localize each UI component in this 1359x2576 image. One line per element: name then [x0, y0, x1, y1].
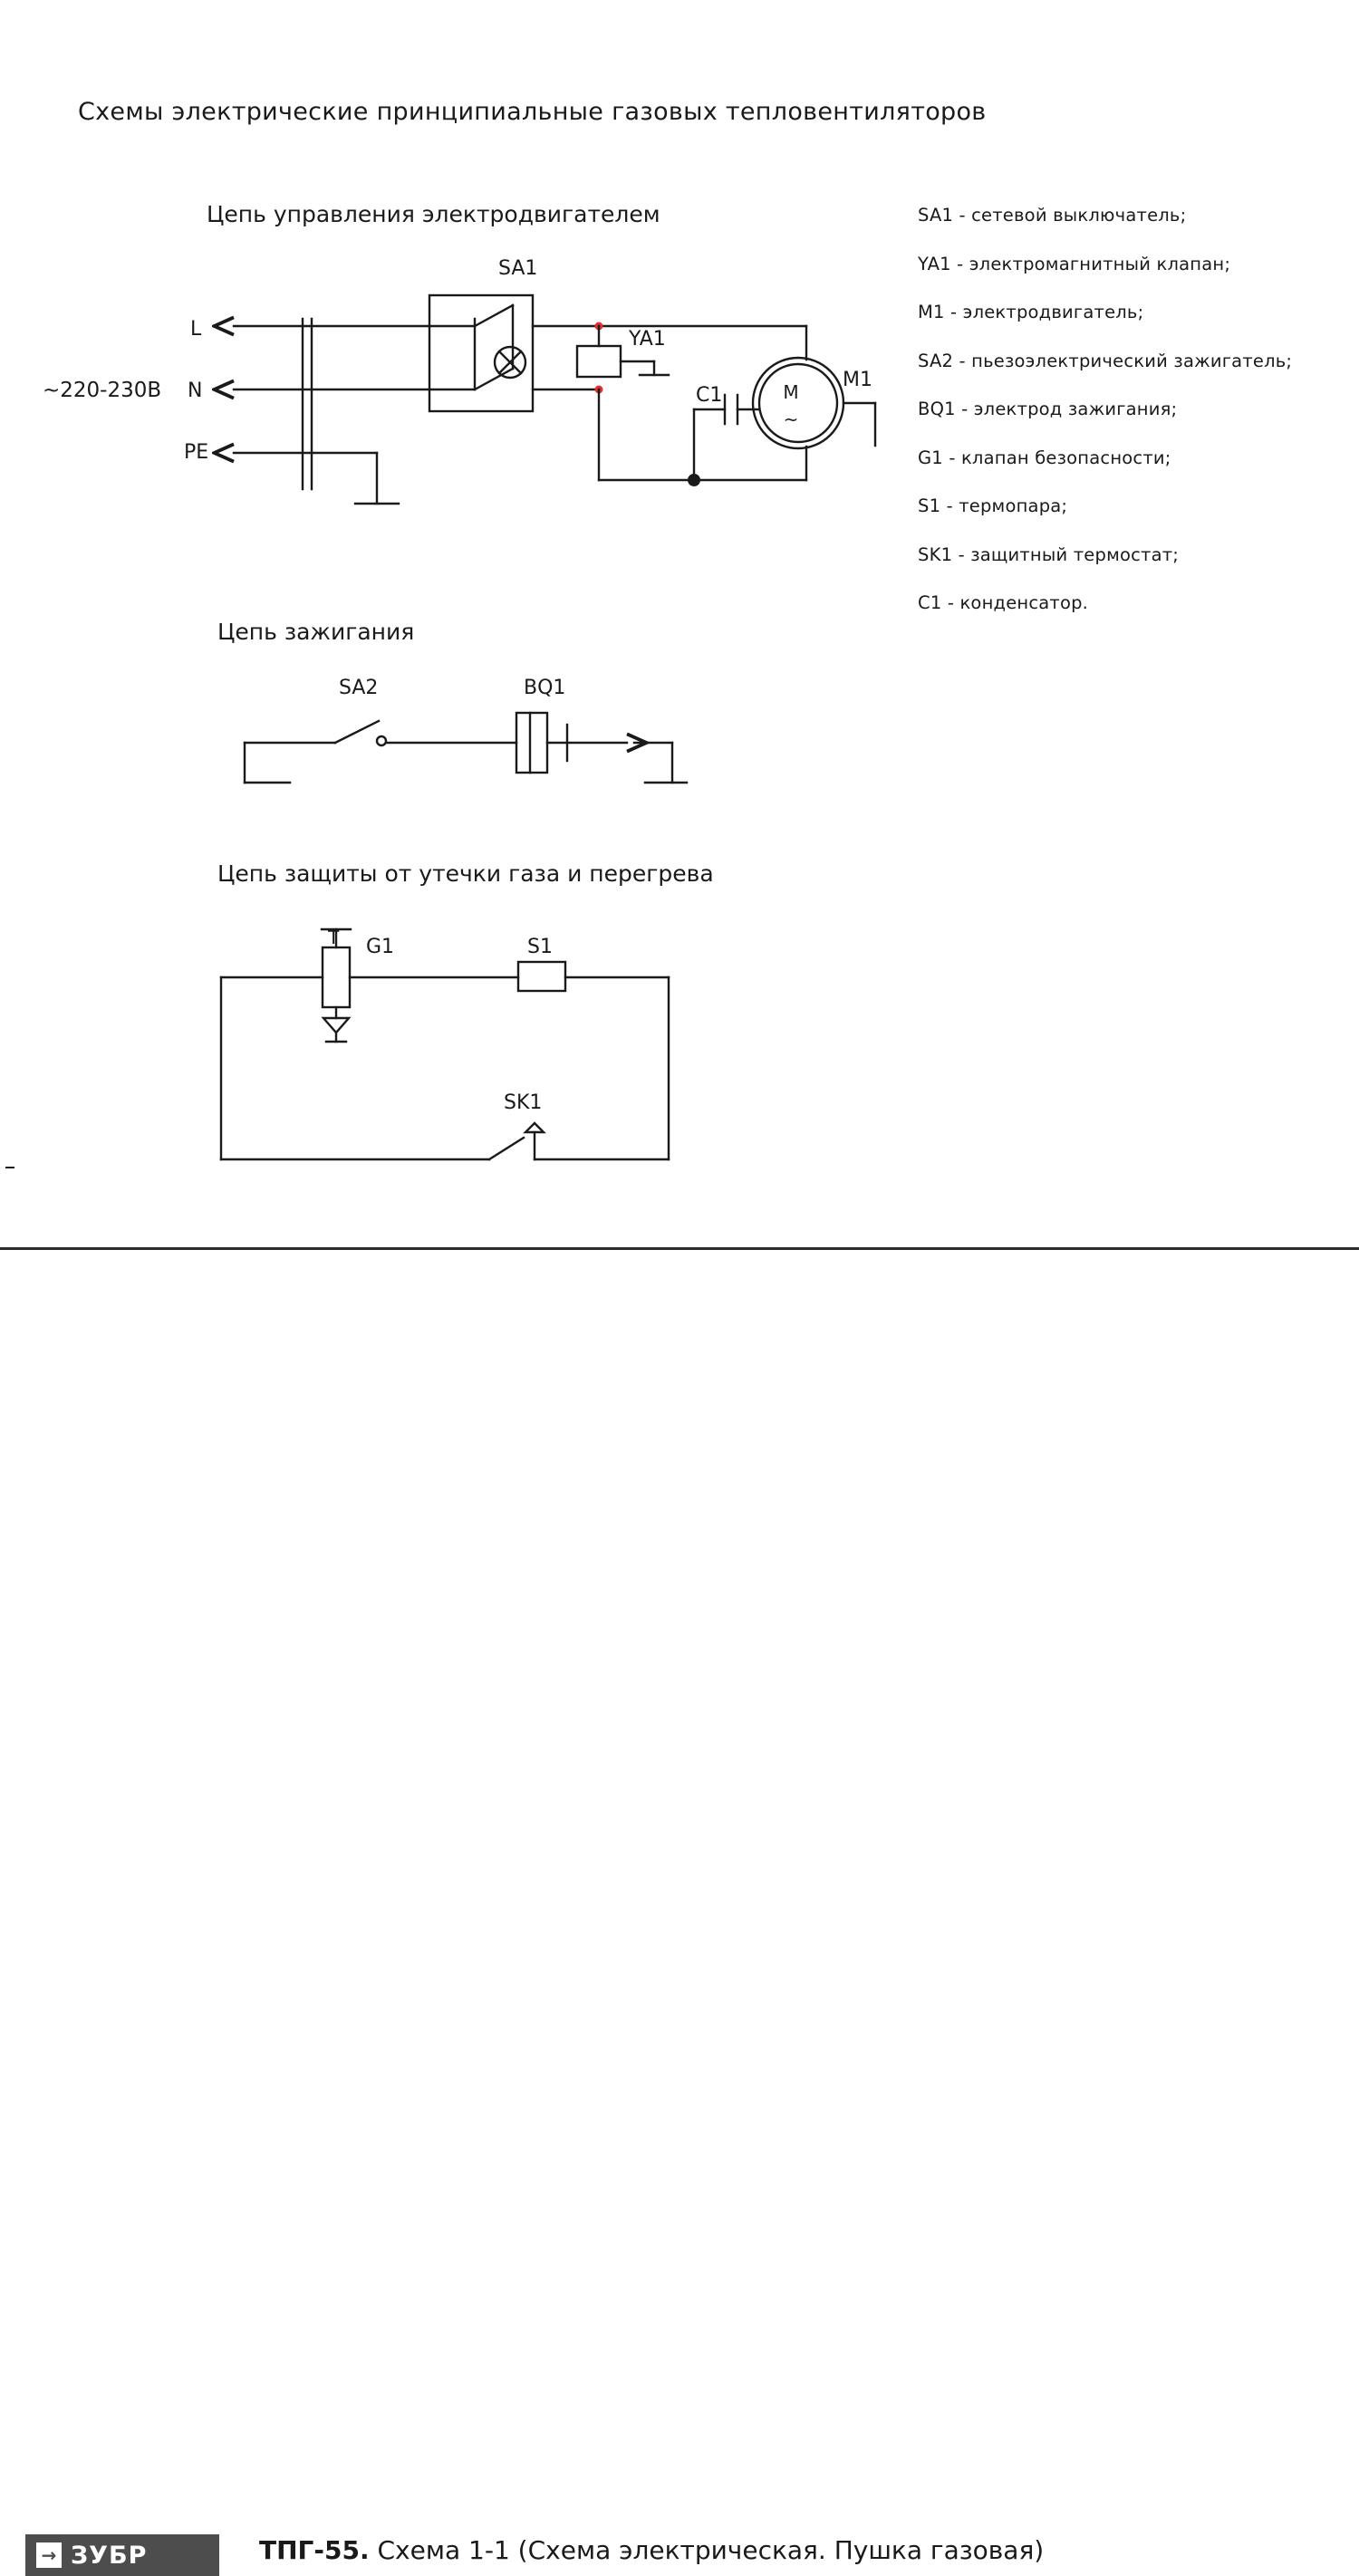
legend-item: C1 - конденсатор.: [918, 592, 1089, 613]
component-label-SA2: SA2: [339, 677, 379, 699]
legend-item: SA1 - сетевой выключатель;: [918, 205, 1187, 226]
legend-item: S1 - термопара;: [918, 495, 1068, 516]
component-label-BQ1: BQ1: [524, 677, 566, 699]
valve-marker-T: T: [328, 927, 340, 948]
footer-caption: [259, 2535, 1044, 2565]
motor-symbol-M: M: [783, 381, 799, 403]
section-title-motor-control: Цепь управления электродвигателем: [207, 201, 660, 227]
legend-item: SK1 - защитный термостат;: [918, 543, 1180, 565]
component-label-SA1: SA1: [498, 257, 538, 280]
line-label-PE: PE: [184, 441, 209, 464]
brand-logo: [25, 2534, 219, 2576]
supply-voltage-label: ~220-230В: [43, 379, 162, 402]
brand-name: ЗУБР: [71, 2541, 148, 2570]
legend-item: G1 - клапан безопасности;: [918, 447, 1171, 468]
motor-symbol-ac: ~: [783, 409, 799, 430]
section-title-ignition: Цепь зажигания: [217, 619, 415, 645]
line-label-L: L: [190, 318, 202, 341]
component-label-S1: S1: [527, 936, 553, 958]
component-label-SK1: SK1: [504, 1091, 543, 1114]
legend-item: YA1 - электромагнитный клапан;: [918, 253, 1231, 274]
component-label-G1: G1: [366, 936, 395, 958]
legend-item: M1 - электродвигатель;: [918, 302, 1144, 322]
crop-mark: [5, 1167, 14, 1168]
component-label-C1: C1: [696, 384, 723, 407]
component-label-YA1: YA1: [629, 328, 666, 351]
legend-item: BQ1 - электрод зажигания;: [918, 399, 1178, 419]
page-title: Схемы электрические принципиальные газовых тепловентиляторов: [78, 98, 987, 126]
footer: [0, 1250, 1359, 2570]
legend-item: SA2 - пьезоэлектрический зажигатель;: [918, 350, 1293, 371]
section-title-protection: Цепь защиты от утечки газа и перегрева: [217, 860, 714, 887]
junction-dot: [688, 474, 700, 486]
component-label-M1: M1: [843, 369, 872, 391]
line-label-N: N: [188, 380, 203, 402]
caption-text: Схема 1-1 (Схема электрическая. Пушка газовая): [369, 2535, 1045, 2565]
model-number: ТПГ-55.: [259, 2535, 370, 2565]
arrow-icon: →: [36, 2542, 62, 2568]
